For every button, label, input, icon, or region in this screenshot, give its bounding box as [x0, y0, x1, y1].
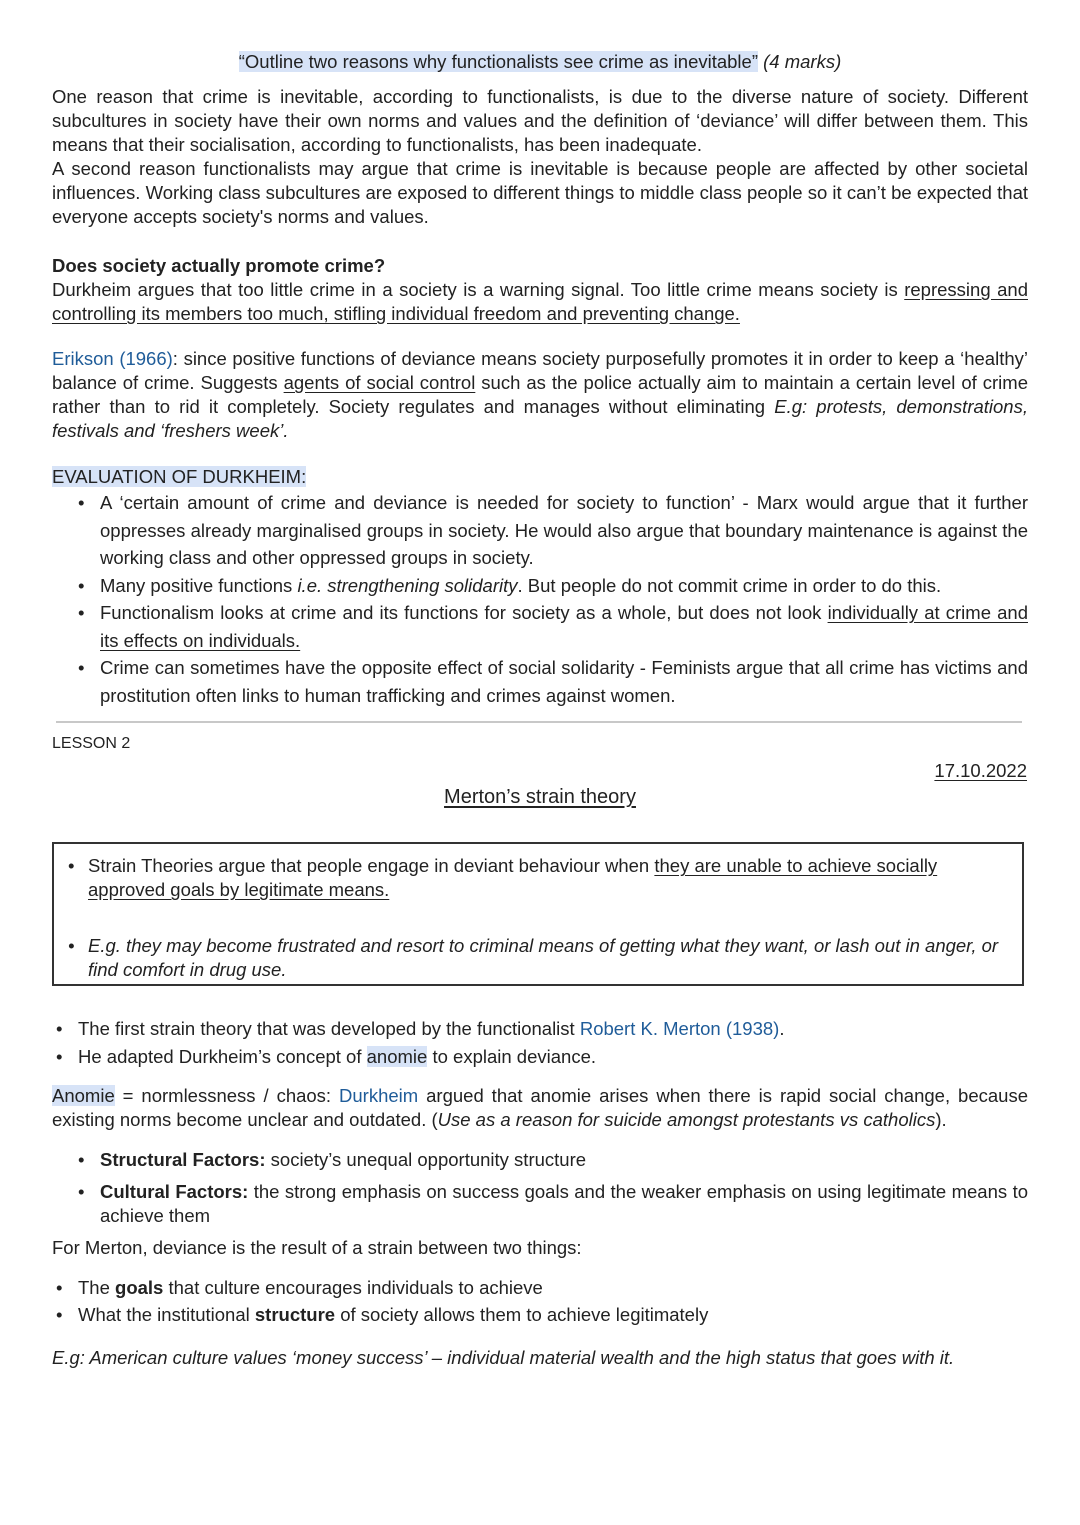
- american-example: E.g: American culture values ‘money success’ – individual material wealth and the high status that goes with it.: [52, 1347, 955, 1368]
- answer-paragraph-1: One reason that crime is inevitable, according to functionalists, is due to the diverse nature of society. Different subcultures in society have their own norms and values and the definition of ‘deviance’ will differ between them. This means that their socialisation, according to functionalists, has been inadequate.: [52, 86, 1028, 155]
- promote-text: Durkheim argues that too little crime in a society is a warning signal. Too little crime means society is repressing and controlling its members too much, stifling individual freedom and preventing change.: [52, 279, 1028, 324]
- list-item: • Functionalism looks at crime and its functions for society as a whole, but does not look individually at crime and its effects on individuals.: [100, 599, 1028, 654]
- list-item: • Cultural Factors: the strong emphasis on success goals and the weaker emphasis on using legitimate means to achieve them: [100, 1180, 1028, 1228]
- answer-block: [52, 85, 1028, 229]
- promote-section: [52, 254, 1028, 326]
- list-item: • E.g. they may become frustrated and resort to criminal means of getting what they want, or lash out in anger, or find comfort in drug use.: [88, 934, 1012, 982]
- promote-heading: Does society actually promote crime?: [52, 255, 386, 276]
- list-item: • The first strain theory that was developed by the functionalist Robert K. Merton (1938).: [78, 1015, 1028, 1043]
- list-item: • What the institutional structure of society allows them to achieve legitimately: [78, 1301, 1028, 1328]
- question-marks: (4 marks): [763, 51, 842, 72]
- merton-list: [78, 1015, 1028, 1070]
- question-text: “Outline two reasons why functionalists see crime as inevitable”: [238, 51, 758, 72]
- factors-list: [100, 1148, 1028, 1228]
- notes-page: [52, 50, 1028, 709]
- lesson-date: 17.10.2022: [934, 760, 1027, 781]
- list-item: • Structural Factors: society’s unequal opportunity structure: [100, 1148, 1028, 1172]
- lesson-label: LESSON 2: [52, 735, 131, 752]
- anomie-paragraph: Anomie = normlessness / chaos: Durkheim argued that anomie arises when there is rapid social change, because existing norms become unclear and outdated. (Use as a reason for suicide amongst protestants vs catholics).: [52, 1085, 1028, 1130]
- strain-definition-box: [52, 842, 1024, 986]
- erikson-reference: Erikson (1966): [52, 348, 173, 369]
- strain-list: [78, 1274, 1028, 1328]
- erikson-paragraph: Erikson (1966): since positive functions of deviance means society purposefully promotes it in order to keep a ‘healthy’ balance of crime. Suggests agents of social control such as the police actually aim to maintain a certain level of crime rather than to rid it completely. Society regulates and manages without eliminating E.g: protests, demonstrations, festivals and ‘freshers week’.: [52, 348, 1028, 441]
- list-item: • He adapted Durkheim’s concept of anomie to explain deviance.: [78, 1043, 1028, 1071]
- lesson-title: Merton’s strain theory: [444, 786, 636, 808]
- evaluation-heading: EVALUATION OF DURKHEIM:: [52, 466, 307, 487]
- list-item: • Crime can sometimes have the opposite effect of social solidarity - Feminists argue that all crime has victims and prostitution often links to human trafficking and crimes against women.: [100, 654, 1028, 709]
- list-item: • A ‘certain amount of crime and deviance is needed for society to function’ - Marx would argue that it further oppresses already marginalised groups in society. He would also argue that boundary maintenance is against the working class and other oppressed groups in society.: [100, 489, 1028, 572]
- strain-intro: For Merton, deviance is the result of a strain between two things:: [52, 1237, 582, 1258]
- list-item: • Strain Theories argue that people engage in deviant behaviour when they are unable to achieve socially approved goals by legitimate means.: [88, 854, 1012, 902]
- exam-question: [52, 50, 1028, 74]
- merton-section: [52, 1015, 1028, 1370]
- list-item: • Many positive functions i.e. strengthening solidarity. But people do not commit crime in order to do this.: [100, 572, 1028, 600]
- evaluation-list: [100, 489, 1028, 709]
- list-item: • The goals that culture encourages individuals to achieve: [78, 1274, 1028, 1301]
- answer-paragraph-2: A second reason functionalists may argue that crime is inevitable is because people are affected by other societal influences. Working class subcultures are exposed to different things to middle class people so it can’t be expected that everyone accepts society's norms and values.: [52, 158, 1028, 227]
- section-divider: [56, 721, 1022, 723]
